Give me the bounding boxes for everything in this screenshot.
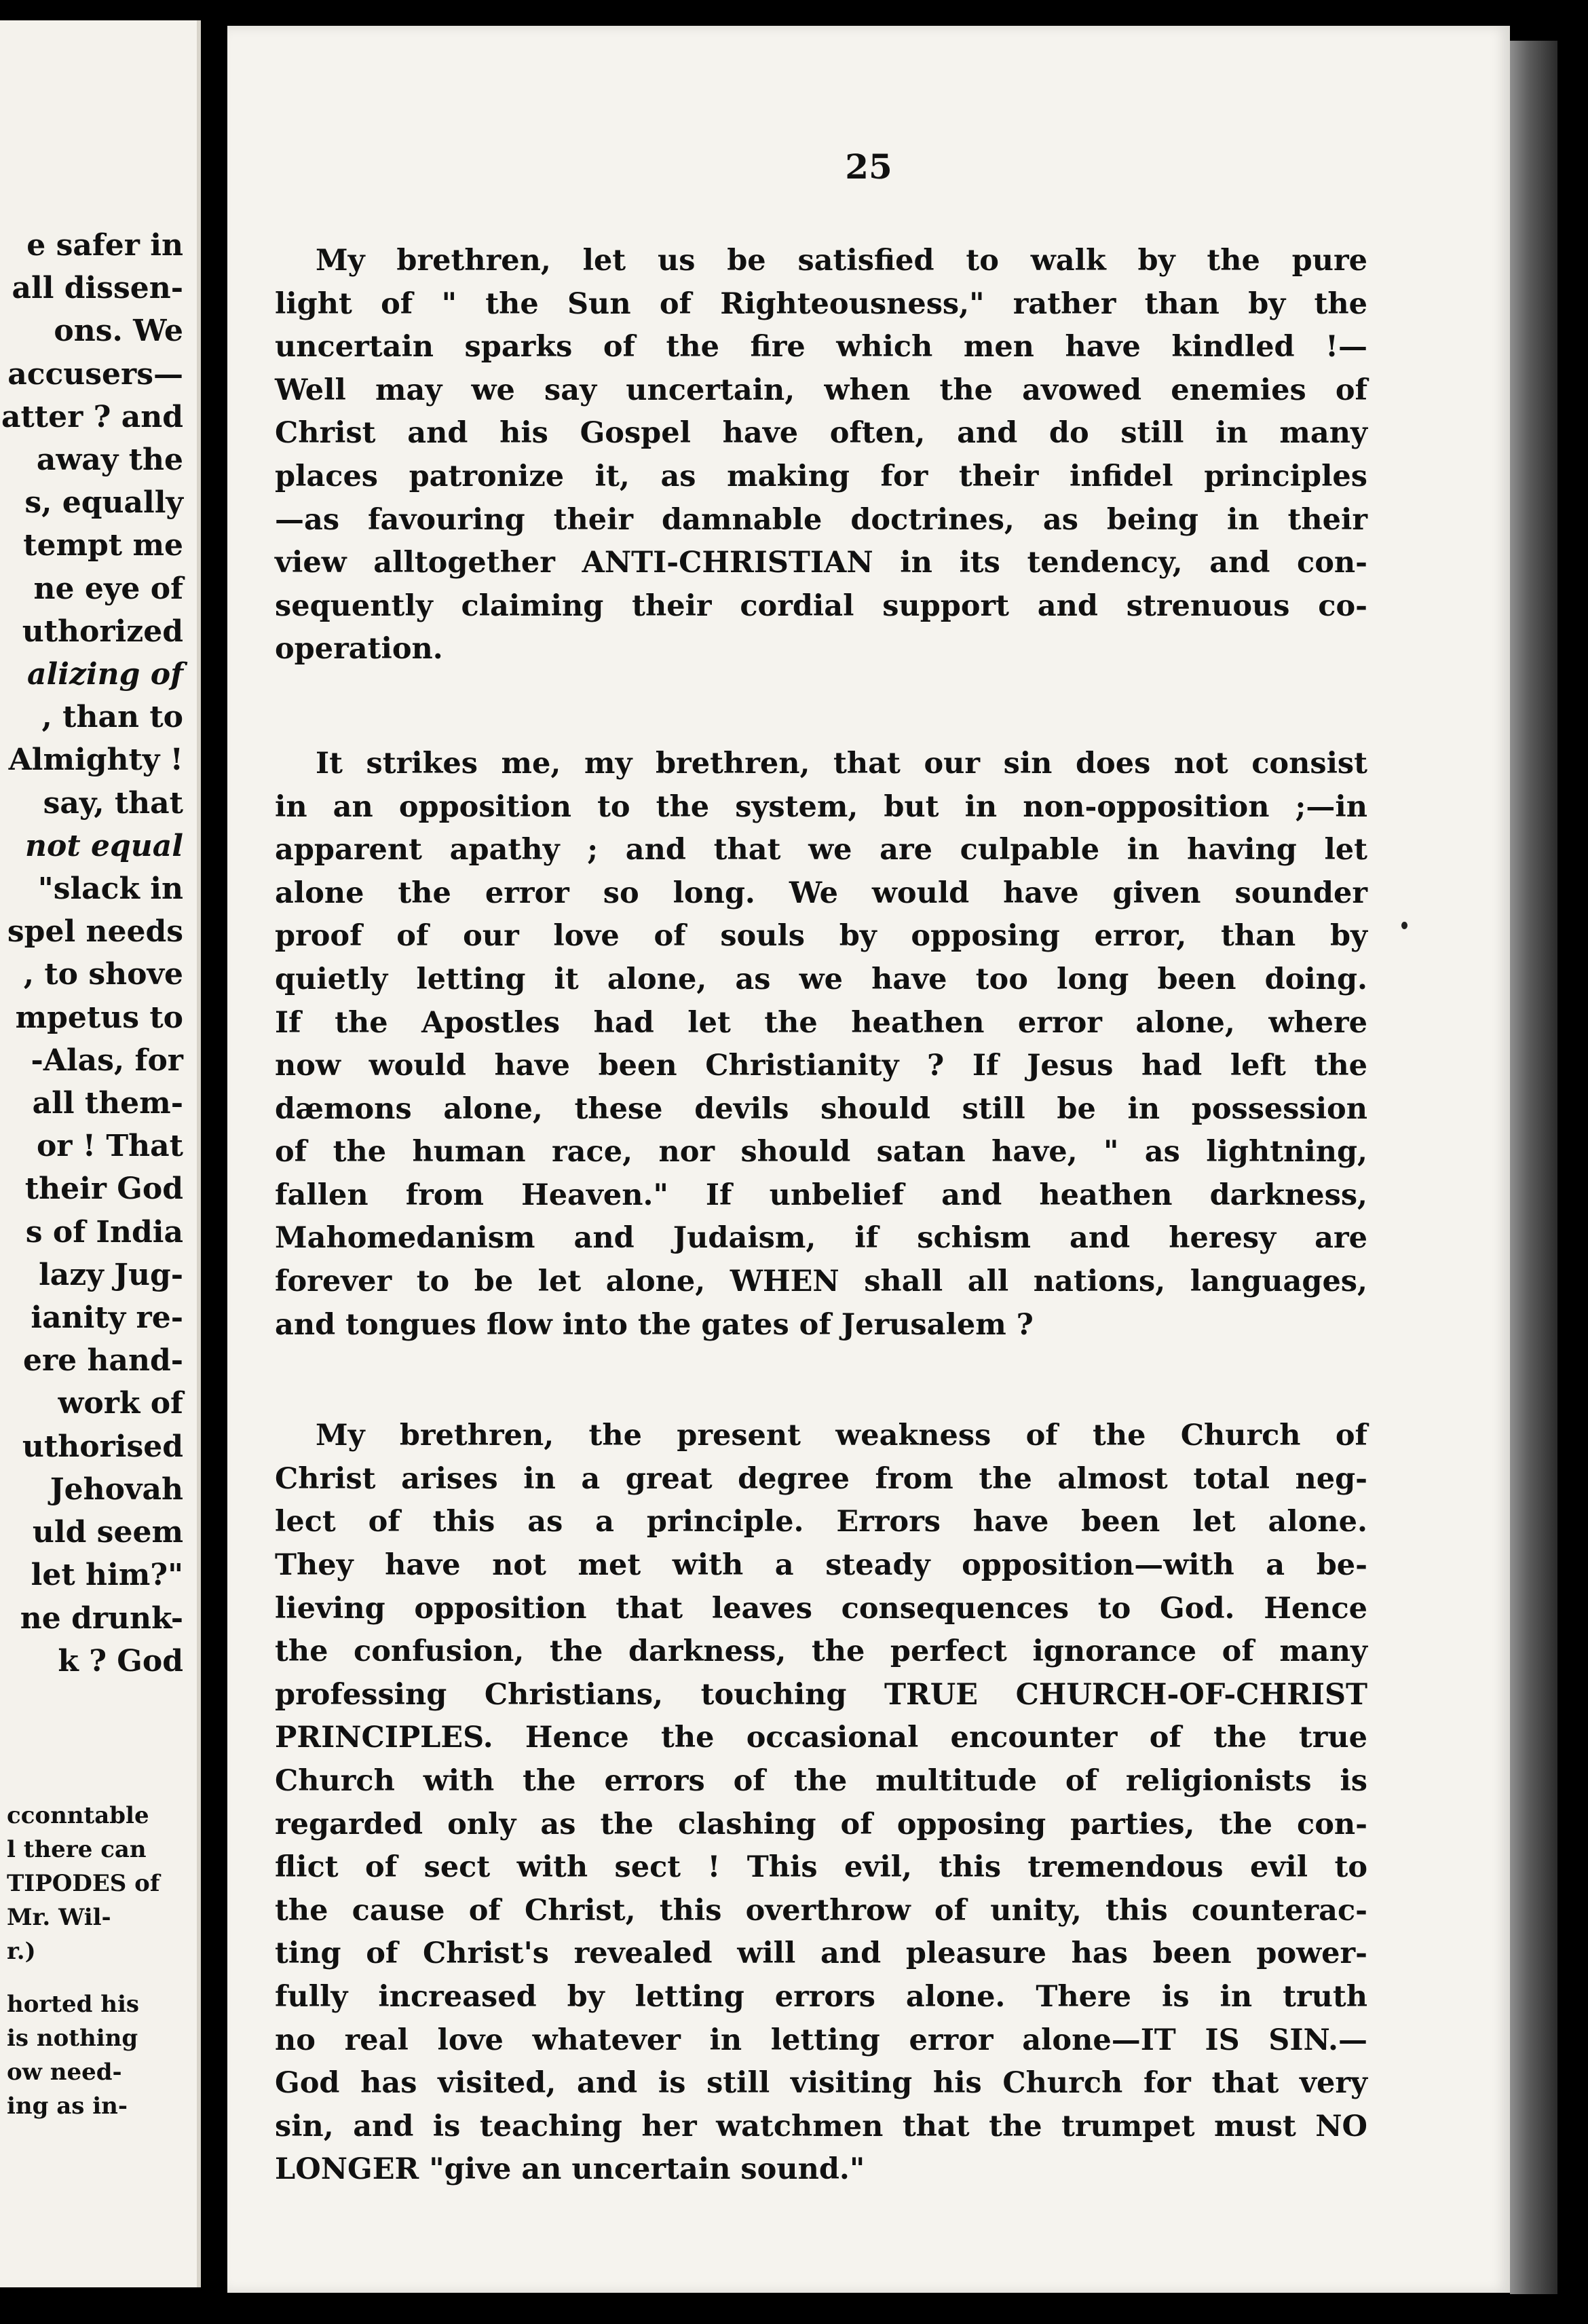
text-line: My brethren, let us be satisfied to walk by the pure: [316, 244, 1367, 278]
text-line: —as favouring their damnable doctrines, as being in their: [275, 502, 1367, 537]
left-line: all them-: [32, 1086, 183, 1121]
text-line: the confusion, the darkness, the perfect ignorance of many: [275, 1634, 1367, 1669]
ink-speck: [1401, 922, 1407, 929]
text-line: forever to be let alone, WHEN shall all nations, languages,: [275, 1264, 1367, 1299]
left-line: tempt me: [23, 528, 183, 563]
footnote-line: cconntable: [7, 1802, 149, 1829]
text-line: no real love whatever in letting error alone—IT IS SIN.—: [275, 2023, 1367, 2057]
left-line: s, equally: [24, 485, 183, 521]
left-line: ons. We: [54, 314, 183, 349]
paragraph-3: [275, 1414, 1367, 2192]
left-line: uthorised: [22, 1429, 183, 1464]
left-line: "slack in: [37, 872, 183, 907]
text-line: Well may we say uncertain, when the avowed enemies of: [275, 373, 1367, 407]
left-line: -Alas, for: [31, 1043, 183, 1078]
text-line: flict of sect with sect ! This evil, this tremendous evil to: [275, 1850, 1367, 1885]
text-line: Church with the errors of the multitude of religionists is: [275, 1764, 1367, 1798]
left-line: e safer in: [26, 228, 183, 263]
left-line: , than to: [41, 700, 183, 735]
text-line: They have not met with a steady opposition—with a be-: [275, 1548, 1367, 1583]
footnote-line: l there can: [7, 1836, 147, 1863]
text-line: quietly letting it alone, as we have too long been doing.: [275, 962, 1367, 996]
main-page: [227, 26, 1510, 2293]
text-line: sin, and is teaching her watchmen that the trumpet must NO: [275, 2109, 1367, 2143]
left-line: spel needs: [7, 914, 183, 950]
footnote-line: horted his: [7, 1991, 140, 2018]
left-line: or ! That: [36, 1129, 183, 1164]
left-line: ere hand-: [22, 1343, 183, 1379]
page-number: 25: [845, 147, 892, 187]
book-page-edge: [1510, 41, 1557, 2294]
left-line: accusers—: [7, 356, 183, 392]
text-line: the cause of Christ, this overthrow of unity, this counterac-: [275, 1893, 1367, 1928]
left-line: Almighty !: [8, 743, 183, 778]
left-line: atter ? and: [1, 399, 183, 434]
left-page-footnotes: [0, 1799, 197, 2123]
left-line: , to shove: [23, 957, 183, 992]
left-line: lazy Jug-: [39, 1257, 183, 1292]
footnote-line: TIPODES of: [7, 1870, 160, 1897]
text-line: It strikes me, my brethren, that our sin does not consist: [316, 746, 1367, 781]
text-line: places patronize it, as making for their infidel principles: [275, 459, 1367, 493]
left-line: ne eye of: [33, 571, 183, 606]
footnote-line: r.): [7, 1938, 36, 1965]
text-line: regarded only as the clashing of opposing parties, the con-: [275, 1807, 1367, 1841]
left-line: uld seem: [32, 1515, 183, 1550]
left-line: let him?": [31, 1558, 183, 1593]
text-line: operation.: [275, 632, 443, 667]
footnote-line: ing as in-: [7, 2093, 128, 2120]
text-line: dæmons alone, these devils should still be in possession: [275, 1091, 1367, 1126]
text-line: and tongues flow into the gates of Jerusalem ?: [275, 1307, 1034, 1342]
paragraph-1: [275, 240, 1367, 671]
text-line: My brethren, the present weakness of the Church of: [316, 1419, 1367, 1453]
footnote-line: Mr. Wil-: [7, 1904, 111, 1931]
left-line: mpetus to: [15, 1000, 183, 1035]
left-line: uthorized: [22, 614, 183, 649]
text-line: If the Apostles had let the heathen error alone, where: [275, 1005, 1367, 1040]
left-line: say, that: [43, 785, 183, 821]
footnote-line: is nothing: [7, 2025, 138, 2052]
text-line: apparent apathy ; and that we are culpable in having let: [275, 833, 1367, 867]
text-line: lect of this as a principle. Errors have been let alone.: [275, 1505, 1367, 1539]
text-line: lieving opposition that leaves consequences to God. Hence: [275, 1591, 1367, 1626]
left-line: work of: [58, 1386, 183, 1421]
paragraph-2: [275, 743, 1367, 1347]
text-line: now would have been Christianity ? If Jesus had left the: [275, 1049, 1367, 1083]
text-line: uncertain sparks of the fire which men have kindled !—: [275, 330, 1367, 364]
left-line: all dissen-: [12, 271, 183, 306]
text-line: in an opposition to the system, but in non-opposition ;—in: [275, 789, 1367, 824]
left-line: ne drunk-: [20, 1600, 183, 1636]
text-line: fallen from Heaven." If unbelief and heathen darkness,: [275, 1178, 1367, 1212]
left-line: k ? God: [58, 1643, 183, 1679]
text-line: Mahomedanism and Judaism, if schism and heresy are: [275, 1221, 1367, 1256]
left-facing-page: [0, 20, 201, 2287]
text-line: ting of Christ's revealed will and pleasure has been power-: [275, 1936, 1367, 1971]
left-line: Jehovah: [50, 1472, 183, 1507]
left-page-text: [0, 224, 197, 1683]
left-line: ianity re-: [31, 1300, 183, 1336]
left-line: alizing of: [27, 657, 183, 692]
text-line: Christ arises in a great degree from the almost total neg-: [275, 1461, 1367, 1496]
text-line: proof of our love of souls by opposing error, than by: [275, 919, 1367, 954]
text-line: view alltogether ANTI-CHRISTIAN in its tendency, and con-: [275, 546, 1367, 580]
text-line: God has visited, and is still visiting his Church for that very: [275, 2066, 1367, 2101]
left-line: s of India: [25, 1214, 183, 1250]
page-body: [275, 240, 1367, 2192]
text-line: alone the error so long. We would have given sounder: [275, 876, 1367, 910]
text-line: fully increased by letting errors alone. There is in truth: [275, 1979, 1367, 2014]
footnote-line: ow need-: [7, 2059, 122, 2086]
text-line: professing Christians, touching TRUE CHURCH-OF-CHRIST: [275, 1677, 1367, 1712]
left-line: away the: [36, 443, 183, 478]
text-line: light of " the Sun of Righteousness," rather than by the: [275, 286, 1367, 321]
text-line: PRINCIPLES. Hence the occasional encounter of the true: [275, 1721, 1367, 1755]
left-line: not equal: [25, 828, 183, 863]
text-line: of the human race, nor should satan have, " as lightning,: [275, 1135, 1367, 1169]
left-line: their God: [24, 1172, 183, 1207]
text-line: sequently claiming their cordial support and strenuous co-: [275, 588, 1367, 623]
text-line: LONGER "give an uncertain sound.": [275, 2152, 865, 2187]
text-line: Christ and his Gospel have often, and do still in many: [275, 416, 1367, 451]
